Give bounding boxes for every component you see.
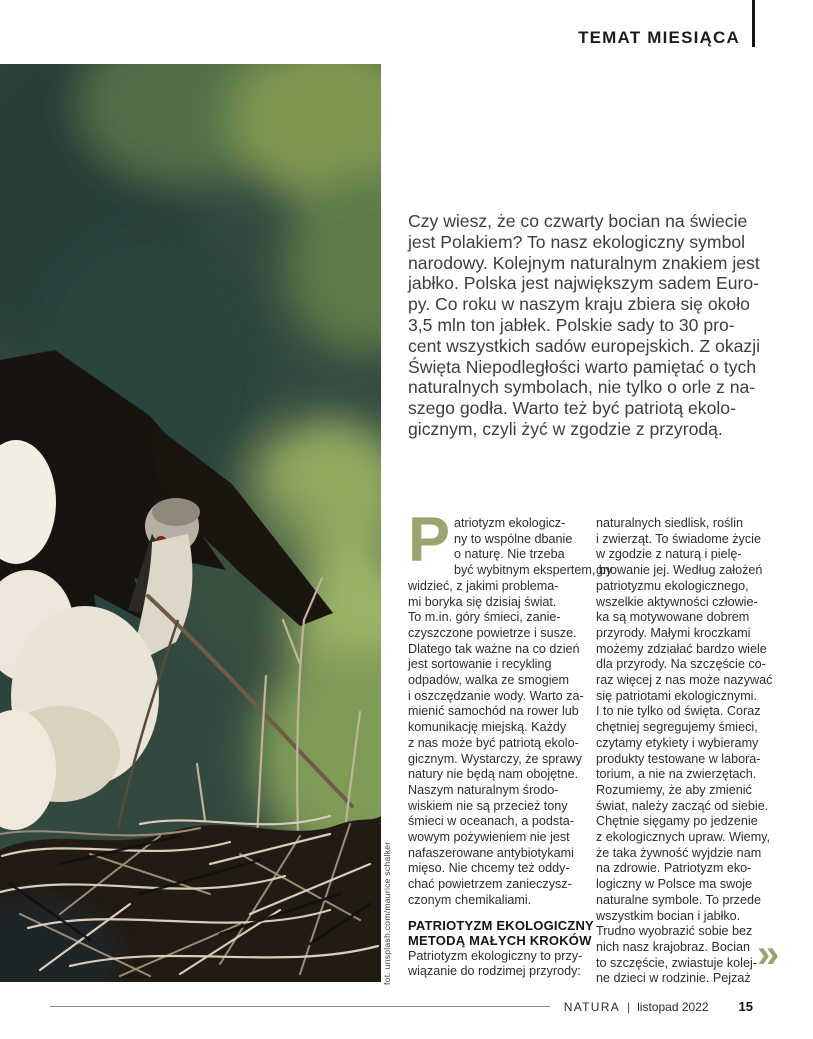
page-footer bbox=[50, 999, 753, 1014]
stork-nest-photo bbox=[0, 64, 381, 982]
column1-paragraph: atriotyzm ekologicz- ny to wspólne dbanie o naturę. Nie trzeba być wybitnym ekspertem, by widzieć, z jakimi problema- mi boryka się dzisiaj świat. To m.in. góry śmieci, zanie- czyszczone powietrze i susze. Dlatego tak ważne na co dzień jest sortowanie i recykling odpadów, walka ze smogiem i oszczędzanie wody. Warto za- mienić samochód na rower lub komunikację miejską. Każdy z nas może być patriotą ekolo- gicznym. Wystarczy, że sprawy natury nie będą nam obojętne. Naszym naturalnym środo- wiskiem nie są przecież tony śmieci w oceanach, a podsta- wowym pożywieniem nie jest nafaszerowane antybiotykami mięso. Nie chcemy też oddy- chać powietrzem zanieczysz- czonym chemikaliami. bbox=[408, 516, 613, 907]
kicker-divider-bar bbox=[752, 0, 755, 47]
article-column-1 bbox=[408, 505, 613, 980]
dropcap-letter: P bbox=[408, 505, 451, 575]
next-page-chevron-icon: » bbox=[757, 932, 777, 976]
page-number: 15 bbox=[738, 999, 753, 1014]
intro-paragraph: Czy wiesz, że co czwarty bocian na świecie jest Polakiem? To nasz ekologiczny symbol narodowy. Kolejnym naturalnym znakiem jest jabłko. Polska jest największym sadem Euro- py. Co roku w naszym kraju zbiera się około 3,5 mln ton jabłek. Polskie sady to 30 pro- cent wszystkich sadów europejskich. Z okazji Święta Niepodległości warto pamiętać o tych naturalnych symbolach, nie tylko o orle z na- szego godła. Warto też być patriotą ekolo- gicznym, czyli żyć w zgodzie z przyrodą. bbox=[408, 211, 761, 439]
photo-credit: fot. unsplash.com/maurice schalker bbox=[382, 841, 392, 985]
article-column-2: naturalnych siedlisk, roślin i zwierząt. To świadome życie w zgodzie z naturą i pielę- gnowanie jej. Według założeń patriotyzmu ekologicznego, wszelkie aktywności człowie- ka są motywowane dobrem przyrody. Małymi kroczkami możemy zdziałać bardzo wiele dla przyrody. Na szczęście co- raz więcej z nas może nazywać się patriotami ekologicznymi. I to nie tylko od święta. Coraz chętniej segregujemy śmieci, czytamy etykiety i wybieramy produkty testowane w labora- torium, a nie na zwierzętach. Rozumiemy, że aby zmienić świat, należy zacząć od siebie. Chętnie sięgamy po jedzenie z ekologicznych upraw. Wiemy, że taka żywność wyjdzie nam na zdrowie. Patriotyzm eko- logiczny w Polsce ma swoje naturalne symbole. To przede wszystkim bocian i jabłko. Trudno wyobrazić sobie bez nich nasz krajobraz. Bocian to szczęście, zwiastuje kolej- ne dzieci w rodzinie. Pejzaż bbox=[596, 516, 773, 986]
column1-subheading: PATRIOTYZM EKOLOGICZNY METODĄ MAŁYCH KROKÓW bbox=[408, 917, 594, 949]
footer-separator: | bbox=[627, 999, 631, 1014]
footer-rule bbox=[50, 1006, 550, 1007]
section-kicker: TEMAT MIESIĄCA bbox=[578, 28, 740, 47]
magazine-name: NATURA bbox=[563, 999, 621, 1014]
issue-date: listopad 2022 bbox=[637, 999, 709, 1014]
column1-paragraph-2: Patriotyzm ekologiczny to przy- wiązanie do rodzimej przyrody: bbox=[408, 948, 583, 979]
